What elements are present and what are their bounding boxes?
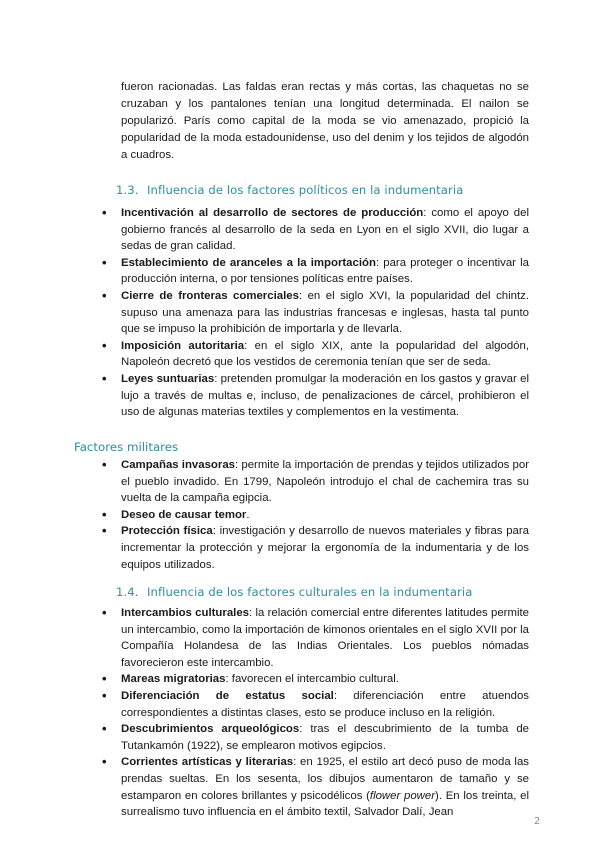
item-text: . bbox=[246, 508, 250, 521]
item-italic: flower power bbox=[369, 789, 436, 802]
item-text: : en el siglo XIX, ante la popularidad del algodón, Napoleón decretó que los vestidos de ceremonia tenían que ser de seda. bbox=[121, 339, 529, 369]
item-text: : pretenden promulgar la moderación en los gastos y gravar el lujo a través de multas e, incluso, de penalizaciones de cárcel, prohibieron el uso de algunas materias textiles y complementos en la vestimenta. bbox=[121, 372, 529, 419]
bullet-icon: • bbox=[102, 287, 107, 303]
bullet-icon: • bbox=[102, 523, 107, 539]
bullet-icon: • bbox=[102, 205, 107, 220]
section-number: 1.4. bbox=[116, 585, 139, 599]
item-term: Establecimiento de aranceles a la importación bbox=[121, 256, 376, 269]
item-term: Leyes suntuarias bbox=[121, 372, 215, 385]
military-factors-list bbox=[102, 457, 529, 573]
list-item bbox=[102, 205, 529, 255]
military-factors-heading: Factores militares bbox=[74, 440, 179, 454]
section-title: Influencia de los factores culturales en la indumentaria bbox=[147, 585, 473, 599]
intro-paragraph: fueron racionadas. Las faldas eran rectas y más cortas, las chaquetas no se cruzaban y los pantalones tenían una longitud determinada. El nailon se popularizó. París como capital de la moda se vio amenazado, propició la popularidad de la moda estadounidense, uso del denim y los tejidos de algodón a cuadros. bbox=[121, 81, 529, 162]
item-text: : permite la importación de prendas y tejidos utilizados por el pueblo invadido. En 1799, Napoleón introdujo el chal de cachemira tras su vuelta de la campaña egipcia. bbox=[121, 459, 530, 505]
item-term: Corrientes artísticas y literarias bbox=[121, 756, 294, 769]
bullet-icon: • bbox=[102, 254, 107, 270]
cultural-factors-list bbox=[102, 605, 529, 821]
list-item bbox=[102, 721, 529, 754]
bullet-icon: • bbox=[102, 671, 107, 687]
item-text: : favorecen el intercambio cultural. bbox=[225, 673, 399, 686]
bullet-icon: • bbox=[102, 337, 107, 353]
bullet-icon: • bbox=[102, 687, 107, 703]
bullet-icon: • bbox=[102, 370, 107, 386]
list-item bbox=[102, 754, 529, 820]
bullet-icon: • bbox=[102, 457, 107, 472]
list-item bbox=[102, 457, 529, 507]
item-term: Deseo de causar temor bbox=[121, 508, 247, 521]
item-term: Incentivación al desarrollo de sectores de producción bbox=[121, 207, 424, 219]
item-term: Mareas migratorias bbox=[121, 673, 226, 686]
list-item bbox=[102, 255, 529, 288]
list-item bbox=[102, 688, 529, 721]
item-term: Descubrimientos arqueológicos bbox=[121, 723, 300, 736]
list-item bbox=[102, 507, 529, 524]
section-number: 1.3. bbox=[116, 183, 139, 197]
item-text: : para proteger o incentivar la producción interna, o por tensiones políticas entre países. bbox=[121, 256, 529, 286]
bullet-icon: • bbox=[102, 721, 107, 737]
section-title: Influencia de los factores políticos en la indumentaria bbox=[147, 183, 464, 197]
item-term: Cierre de fronteras comerciales bbox=[121, 289, 299, 302]
section-heading-1-3 bbox=[116, 183, 463, 197]
item-text: : en 1925, el estilo art decó puso de moda las prendas sueltas. En los sesenta, los dibujos aumentaron de tamaño y se estamparon en colores brillantes y psicodélicos ( bbox=[121, 756, 529, 802]
item-text: : como el apoyo del gobierno francés al desarrollo de la seda en Lyon en el siglo XVII, dio lugar a sedas de gran calidad. bbox=[121, 207, 529, 253]
item-term: Protección física bbox=[121, 525, 213, 538]
item-text: : tras el descubrimiento de la tumba de Tutankamón (1922), se emplearon motivos egipcios. bbox=[121, 723, 529, 752]
item-term: Campañas invasoras bbox=[121, 459, 235, 471]
list-item bbox=[102, 338, 529, 371]
item-term: Intercambios culturales bbox=[121, 607, 249, 619]
bullet-icon: • bbox=[102, 605, 107, 620]
item-term: Imposición autoritaria bbox=[121, 339, 245, 352]
item-term: Diferenciación de estatus social bbox=[121, 689, 334, 702]
item-text: : diferenciación entre atuendos correspondientes a distintas clases, esto se produce incluso en la religión. bbox=[121, 689, 529, 719]
political-factors-list bbox=[102, 205, 529, 421]
list-item bbox=[102, 288, 529, 338]
bullet-icon: • bbox=[102, 506, 107, 522]
page-number: 2 bbox=[534, 816, 541, 827]
item-text-after: ). En los treinta, el surrealismo tuvo influencia en el ámbito textil, Salvador Dalí, Jean bbox=[121, 789, 529, 819]
item-text: : investigación y desarrollo de nuevos materiales y fibras para incrementar la protección y mejorar la ergonomía de la indumentaria y de los equipos utilizados. bbox=[121, 525, 529, 571]
list-item bbox=[102, 523, 529, 573]
list-item bbox=[102, 371, 529, 421]
bullet-icon: • bbox=[102, 754, 107, 770]
list-item bbox=[102, 605, 529, 671]
list-item bbox=[102, 671, 529, 688]
item-text: : en el siglo XVI, la popularidad del chintz. supuso una amenaza para las industrias francesas e inglesas, hasta tal punto que se impuso la prohibición de importarla y de llevarla. bbox=[121, 289, 529, 336]
section-heading-1-4 bbox=[116, 585, 472, 599]
item-text: : la relación comercial entre diferentes latitudes permite un intercambio, como la importación de kimonos orientales en el siglo XVII por la Compañía Holandesa de las Indias Orientales. Los pueblos nómadas favorecieron este intercambio. bbox=[121, 607, 529, 669]
